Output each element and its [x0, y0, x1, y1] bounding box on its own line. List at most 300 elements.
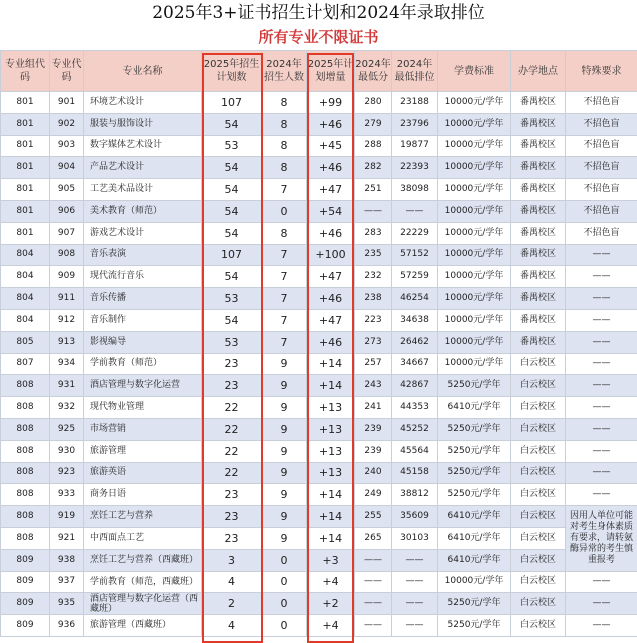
cell-major-name: 游戏艺术设计 — [84, 222, 202, 244]
cell-enrolled-2024: 0 — [262, 571, 307, 593]
cell-tuition: 5250元/学年 — [438, 375, 511, 397]
cell-enrolled-2024: 8 — [262, 135, 307, 157]
cell-special-requirement: —— — [566, 375, 637, 397]
cell-increment-2025: +14 — [307, 506, 355, 528]
cell-tuition: 10000元/学年 — [438, 157, 511, 179]
table-row — [1, 418, 637, 440]
cell-increment-2025: +99 — [307, 92, 355, 114]
cell-increment-2025: +54 — [307, 200, 355, 222]
cell-special-requirement: —— — [566, 244, 637, 266]
cell-special-requirement: —— — [566, 266, 637, 288]
cell-plan-2025: 54 — [202, 113, 262, 135]
cell-major-name: 旅游管理（西藏班） — [84, 615, 202, 637]
cell-enrolled-2024: 8 — [262, 113, 307, 135]
header-plan-2025: 2025年招生计划数 — [202, 51, 262, 92]
cell-campus: 番禺校区 — [511, 222, 566, 244]
cell-group-code: 808 — [1, 506, 50, 528]
cell-group-code: 804 — [1, 309, 50, 331]
cell-campus: 白云校区 — [511, 484, 566, 506]
cell-special-requirement: —— — [566, 462, 637, 484]
cell-major-code: 905 — [50, 179, 84, 201]
cell-plan-2025: 4 — [202, 615, 262, 637]
cell-plan-2025: 54 — [202, 309, 262, 331]
cell-major-name: 影视编导 — [84, 331, 202, 353]
cell-special-requirement: —— — [566, 288, 637, 310]
cell-min-score-2024: 239 — [355, 418, 392, 440]
cell-min-score-2024: 238 — [355, 288, 392, 310]
cell-tuition: 10000元/学年 — [438, 135, 511, 157]
cell-major-code: 937 — [50, 571, 84, 593]
cell-major-name: 产品艺术设计 — [84, 157, 202, 179]
table-row — [1, 527, 637, 549]
cell-campus: 白云校区 — [511, 353, 566, 375]
table-body — [1, 92, 637, 637]
cell-enrolled-2024: 9 — [262, 527, 307, 549]
header-major-name: 专业名称 — [84, 51, 202, 92]
cell-special-requirement: —— — [566, 397, 637, 419]
cell-plan-2025: 22 — [202, 397, 262, 419]
cell-plan-2025: 2 — [202, 593, 262, 615]
table-header-row — [1, 51, 637, 92]
cell-increment-2025: +46 — [307, 331, 355, 353]
cell-min-score-2024: 257 — [355, 353, 392, 375]
cell-special-requirement: —— — [566, 309, 637, 331]
cell-group-code: 801 — [1, 179, 50, 201]
cell-min-rank-2024: 30103 — [392, 527, 438, 549]
header-group-code: 专业组代码 — [1, 51, 50, 92]
cell-special-requirement: —— — [566, 593, 637, 615]
cell-campus: 白云校区 — [511, 549, 566, 571]
table-row — [1, 157, 637, 179]
cell-min-rank-2024: —— — [392, 549, 438, 571]
cell-increment-2025: +46 — [307, 157, 355, 179]
cell-tuition: 10000元/学年 — [438, 353, 511, 375]
cell-special-requirement: —— — [566, 418, 637, 440]
cell-special-requirement: 不招色盲 — [566, 92, 637, 114]
cell-min-score-2024: 223 — [355, 309, 392, 331]
cell-min-rank-2024: 45252 — [392, 418, 438, 440]
cell-special-requirement: 不招色盲 — [566, 135, 637, 157]
cell-plan-2025: 4 — [202, 571, 262, 593]
cell-enrolled-2024: 7 — [262, 244, 307, 266]
cell-group-code: 801 — [1, 135, 50, 157]
cell-tuition: 6410元/学年 — [438, 527, 511, 549]
cell-min-score-2024: 282 — [355, 157, 392, 179]
cell-tuition: 10000元/学年 — [438, 244, 511, 266]
cell-major-name: 学前教育（师范，西藏班） — [84, 571, 202, 593]
cell-major-name: 中西面点工艺 — [84, 527, 202, 549]
cell-major-code: 934 — [50, 353, 84, 375]
cell-group-code: 801 — [1, 113, 50, 135]
cell-tuition: 10000元/学年 — [438, 266, 511, 288]
page-title: 2025年3+证书招生计划和2024年录取排位 — [152, 3, 485, 23]
cell-min-rank-2024: 19877 — [392, 135, 438, 157]
table-row — [1, 593, 637, 615]
cell-tuition: 5250元/学年 — [438, 418, 511, 440]
table-row — [1, 506, 637, 528]
cell-enrolled-2024: 9 — [262, 397, 307, 419]
cell-enrolled-2024: 9 — [262, 440, 307, 462]
table-row — [1, 397, 637, 419]
cell-min-score-2024: 239 — [355, 440, 392, 462]
cell-enrolled-2024: 8 — [262, 157, 307, 179]
cell-group-code: 801 — [1, 222, 50, 244]
cell-enrolled-2024: 7 — [262, 309, 307, 331]
table-row — [1, 288, 637, 310]
cell-major-code: 931 — [50, 375, 84, 397]
cell-min-rank-2024: 45158 — [392, 462, 438, 484]
cell-group-code: 808 — [1, 397, 50, 419]
cell-plan-2025: 54 — [202, 157, 262, 179]
cell-enrolled-2024: 7 — [262, 179, 307, 201]
cell-enrolled-2024: 9 — [262, 484, 307, 506]
cell-min-rank-2024: —— — [392, 200, 438, 222]
header-special-requirement: 特殊要求 — [566, 51, 637, 92]
cell-min-rank-2024: —— — [392, 593, 438, 615]
cell-tuition: 10000元/学年 — [438, 113, 511, 135]
cell-increment-2025: +45 — [307, 135, 355, 157]
cell-min-score-2024: 255 — [355, 506, 392, 528]
cell-increment-2025: +13 — [307, 462, 355, 484]
cell-group-code: 809 — [1, 549, 50, 571]
cell-major-name: 商务日语 — [84, 484, 202, 506]
cell-plan-2025: 54 — [202, 222, 262, 244]
cell-major-name: 数字媒体艺术设计 — [84, 135, 202, 157]
cell-campus: 白云校区 — [511, 593, 566, 615]
cell-min-score-2024: 241 — [355, 397, 392, 419]
cell-enrolled-2024: 0 — [262, 200, 307, 222]
cell-tuition: 10000元/学年 — [438, 571, 511, 593]
cell-enrolled-2024: 7 — [262, 266, 307, 288]
table-row — [1, 113, 637, 135]
cell-increment-2025: +13 — [307, 418, 355, 440]
cell-min-rank-2024: 42867 — [392, 375, 438, 397]
cell-major-code: 911 — [50, 288, 84, 310]
cell-major-code: 933 — [50, 484, 84, 506]
cell-plan-2025: 23 — [202, 506, 262, 528]
cell-min-rank-2024: 44353 — [392, 397, 438, 419]
cell-min-score-2024: —— — [355, 615, 392, 637]
header-enrolled-2024: 2024年招生人数 — [262, 51, 307, 92]
page-subtitle: 所有专业不限证书 — [258, 28, 379, 46]
cell-campus: 番禺校区 — [511, 244, 566, 266]
cell-tuition: 5250元/学年 — [438, 484, 511, 506]
cell-plan-2025: 53 — [202, 331, 262, 353]
cell-major-name: 美术教育（师范） — [84, 200, 202, 222]
admission-table — [0, 50, 637, 637]
cell-special-requirement: 不招色盲 — [566, 222, 637, 244]
cell-min-score-2024: —— — [355, 593, 392, 615]
cell-min-score-2024: 232 — [355, 266, 392, 288]
cell-enrolled-2024: 9 — [262, 418, 307, 440]
cell-group-code: 805 — [1, 331, 50, 353]
cell-campus: 白云校区 — [511, 375, 566, 397]
cell-min-score-2024: 279 — [355, 113, 392, 135]
cell-min-score-2024: 280 — [355, 92, 392, 114]
cell-min-rank-2024: 38812 — [392, 484, 438, 506]
cell-increment-2025: +100 — [307, 244, 355, 266]
cell-enrolled-2024: 0 — [262, 593, 307, 615]
cell-min-rank-2024: 26462 — [392, 331, 438, 353]
cell-tuition: 5250元/学年 — [438, 615, 511, 637]
table-row — [1, 615, 637, 637]
cell-group-code: 808 — [1, 527, 50, 549]
cell-min-score-2024: 288 — [355, 135, 392, 157]
cell-increment-2025: +3 — [307, 549, 355, 571]
cell-enrolled-2024: 9 — [262, 506, 307, 528]
header-increment-2025: 2025年计划增量 — [307, 51, 355, 92]
cell-campus: 番禺校区 — [511, 179, 566, 201]
cell-increment-2025: +47 — [307, 266, 355, 288]
cell-major-code: 936 — [50, 615, 84, 637]
table-row — [1, 179, 637, 201]
cell-major-name: 现代流行音乐 — [84, 266, 202, 288]
cell-major-name: 现代物业管理 — [84, 397, 202, 419]
cell-campus: 白云校区 — [511, 440, 566, 462]
cell-enrolled-2024: 7 — [262, 331, 307, 353]
cell-campus: 白云校区 — [511, 397, 566, 419]
cell-group-code: 801 — [1, 200, 50, 222]
cell-special-requirement: 不招色盲 — [566, 179, 637, 201]
cell-tuition: 6410元/学年 — [438, 397, 511, 419]
cell-min-score-2024: 240 — [355, 462, 392, 484]
cell-increment-2025: +13 — [307, 397, 355, 419]
cell-campus: 白云校区 — [511, 571, 566, 593]
cell-plan-2025: 53 — [202, 135, 262, 157]
cell-min-score-2024: 273 — [355, 331, 392, 353]
cell-group-code: 809 — [1, 615, 50, 637]
cell-enrolled-2024: 8 — [262, 92, 307, 114]
cell-major-name: 环境艺术设计 — [84, 92, 202, 114]
header-min-rank-2024: 2024年最低排位 — [392, 51, 438, 92]
cell-special-requirement: —— — [566, 571, 637, 593]
table-row — [1, 222, 637, 244]
cell-min-score-2024: —— — [355, 571, 392, 593]
cell-plan-2025: 22 — [202, 462, 262, 484]
cell-major-code: 901 — [50, 92, 84, 114]
cell-group-code: 809 — [1, 571, 50, 593]
cell-major-name: 酒店管理与数字化运营 — [84, 375, 202, 397]
cell-min-rank-2024: 23796 — [392, 113, 438, 135]
cell-campus: 白云校区 — [511, 418, 566, 440]
cell-major-code: 913 — [50, 331, 84, 353]
cell-tuition: 5250元/学年 — [438, 440, 511, 462]
table-row — [1, 353, 637, 375]
table-row — [1, 484, 637, 506]
cell-group-code: 804 — [1, 244, 50, 266]
cell-increment-2025: +47 — [307, 179, 355, 201]
table-row — [1, 309, 637, 331]
cell-min-rank-2024: —— — [392, 571, 438, 593]
cell-campus: 番禺校区 — [511, 288, 566, 310]
cell-major-code: 935 — [50, 593, 84, 615]
cell-campus: 番禺校区 — [511, 266, 566, 288]
cell-major-name: 烹饪工艺与营养 — [84, 506, 202, 528]
cell-increment-2025: +4 — [307, 615, 355, 637]
cell-increment-2025: +14 — [307, 375, 355, 397]
cell-increment-2025: +2 — [307, 593, 355, 615]
cell-min-score-2024: 265 — [355, 527, 392, 549]
cell-min-score-2024: 243 — [355, 375, 392, 397]
cell-major-name: 酒店管理与数字化运营（西藏班） — [84, 593, 202, 615]
cell-major-code: 919 — [50, 506, 84, 528]
cell-group-code: 807 — [1, 353, 50, 375]
cell-major-code: 925 — [50, 418, 84, 440]
cell-plan-2025: 107 — [202, 92, 262, 114]
cell-min-score-2024: —— — [355, 549, 392, 571]
cell-tuition: 5250元/学年 — [438, 593, 511, 615]
cell-group-code: 801 — [1, 92, 50, 114]
cell-special-requirement: 不招色盲 — [566, 157, 637, 179]
cell-increment-2025: +46 — [307, 222, 355, 244]
cell-campus: 白云校区 — [511, 615, 566, 637]
cell-plan-2025: 23 — [202, 527, 262, 549]
header-campus: 办学地点 — [511, 51, 566, 92]
cell-plan-2025: 54 — [202, 179, 262, 201]
cell-major-code: 923 — [50, 462, 84, 484]
cell-min-score-2024: 251 — [355, 179, 392, 201]
cell-plan-2025: 54 — [202, 200, 262, 222]
cell-major-code: 906 — [50, 200, 84, 222]
cell-min-score-2024: 249 — [355, 484, 392, 506]
table-row — [1, 571, 637, 593]
cell-group-code: 808 — [1, 462, 50, 484]
cell-campus: 番禺校区 — [511, 135, 566, 157]
table-row — [1, 92, 637, 114]
cell-major-code: 930 — [50, 440, 84, 462]
table-row — [1, 200, 637, 222]
table-row — [1, 462, 637, 484]
cell-enrolled-2024: 8 — [262, 222, 307, 244]
cell-min-rank-2024: —— — [392, 615, 438, 637]
table-row — [1, 375, 637, 397]
cell-min-score-2024: 235 — [355, 244, 392, 266]
cell-increment-2025: +13 — [307, 440, 355, 462]
cell-campus: 番禺校区 — [511, 113, 566, 135]
cell-major-name: 学前教育（师范） — [84, 353, 202, 375]
cell-campus: 番禺校区 — [511, 157, 566, 179]
special-requirement-note: 因用人单位可能对考生身体素质有要求，请转氨酶异常的考生慎重报考 — [566, 506, 637, 571]
cell-min-rank-2024: 46254 — [392, 288, 438, 310]
cell-group-code: 808 — [1, 484, 50, 506]
cell-increment-2025: +14 — [307, 484, 355, 506]
table-row — [1, 244, 637, 266]
cell-group-code: 808 — [1, 375, 50, 397]
cell-group-code: 809 — [1, 593, 50, 615]
cell-major-code: 912 — [50, 309, 84, 331]
cell-increment-2025: +4 — [307, 571, 355, 593]
cell-min-score-2024: —— — [355, 200, 392, 222]
cell-min-score-2024: 283 — [355, 222, 392, 244]
cell-major-code: 904 — [50, 157, 84, 179]
cell-special-requirement: —— — [566, 615, 637, 637]
cell-tuition: 10000元/学年 — [438, 309, 511, 331]
cell-major-name: 工艺美术品设计 — [84, 179, 202, 201]
cell-plan-2025: 3 — [202, 549, 262, 571]
cell-plan-2025: 53 — [202, 288, 262, 310]
table-row — [1, 331, 637, 353]
cell-campus: 番禺校区 — [511, 309, 566, 331]
cell-min-rank-2024: 57152 — [392, 244, 438, 266]
cell-major-name: 旅游管理 — [84, 440, 202, 462]
cell-enrolled-2024: 7 — [262, 288, 307, 310]
cell-major-code: 907 — [50, 222, 84, 244]
header-major-code: 专业代码 — [50, 51, 84, 92]
cell-plan-2025: 22 — [202, 418, 262, 440]
cell-enrolled-2024: 9 — [262, 462, 307, 484]
cell-major-code: 903 — [50, 135, 84, 157]
cell-increment-2025: +14 — [307, 527, 355, 549]
cell-plan-2025: 23 — [202, 353, 262, 375]
cell-group-code: 808 — [1, 418, 50, 440]
cell-special-requirement: —— — [566, 484, 637, 506]
table-row — [1, 440, 637, 462]
cell-major-code: 932 — [50, 397, 84, 419]
table-row — [1, 549, 637, 571]
cell-tuition: 10000元/学年 — [438, 222, 511, 244]
cell-tuition: 6410元/学年 — [438, 549, 511, 571]
header-tuition: 学费标准 — [438, 51, 511, 92]
cell-campus: 番禺校区 — [511, 331, 566, 353]
cell-tuition: 10000元/学年 — [438, 288, 511, 310]
cell-special-requirement: —— — [566, 440, 637, 462]
cell-tuition: 6410元/学年 — [438, 506, 511, 528]
cell-min-rank-2024: 22229 — [392, 222, 438, 244]
cell-major-code: 908 — [50, 244, 84, 266]
cell-major-name: 烹饪工艺与营养（西藏班） — [84, 549, 202, 571]
cell-enrolled-2024: 0 — [262, 549, 307, 571]
cell-enrolled-2024: 9 — [262, 375, 307, 397]
cell-campus: 白云校区 — [511, 527, 566, 549]
cell-major-name: 市场营销 — [84, 418, 202, 440]
cell-campus: 白云校区 — [511, 462, 566, 484]
cell-major-code: 938 — [50, 549, 84, 571]
cell-campus: 番禺校区 — [511, 200, 566, 222]
cell-tuition: 10000元/学年 — [438, 179, 511, 201]
cell-tuition: 10000元/学年 — [438, 200, 511, 222]
cell-major-name: 音乐制作 — [84, 309, 202, 331]
cell-plan-2025: 23 — [202, 484, 262, 506]
cell-min-rank-2024: 57259 — [392, 266, 438, 288]
cell-special-requirement: —— — [566, 353, 637, 375]
cell-group-code: 808 — [1, 440, 50, 462]
cell-min-rank-2024: 23188 — [392, 92, 438, 114]
cell-group-code: 801 — [1, 157, 50, 179]
header-min-score-2024: 2024年最低分 — [355, 51, 392, 92]
cell-major-code: 909 — [50, 266, 84, 288]
cell-min-rank-2024: 22393 — [392, 157, 438, 179]
cell-plan-2025: 54 — [202, 266, 262, 288]
cell-increment-2025: +46 — [307, 288, 355, 310]
cell-min-rank-2024: 34667 — [392, 353, 438, 375]
cell-tuition: 5250元/学年 — [438, 462, 511, 484]
cell-major-code: 902 — [50, 113, 84, 135]
cell-major-name: 服装与服饰设计 — [84, 113, 202, 135]
cell-tuition: 10000元/学年 — [438, 331, 511, 353]
cell-plan-2025: 23 — [202, 375, 262, 397]
cell-special-requirement: 不招色盲 — [566, 200, 637, 222]
cell-min-rank-2024: 35609 — [392, 506, 438, 528]
cell-special-requirement: 不招色盲 — [566, 113, 637, 135]
cell-major-name: 音乐传播 — [84, 288, 202, 310]
cell-enrolled-2024: 0 — [262, 615, 307, 637]
cell-increment-2025: +47 — [307, 309, 355, 331]
cell-group-code: 804 — [1, 266, 50, 288]
cell-increment-2025: +46 — [307, 113, 355, 135]
cell-plan-2025: 22 — [202, 440, 262, 462]
cell-major-name: 旅游英语 — [84, 462, 202, 484]
cell-special-requirement: —— — [566, 331, 637, 353]
